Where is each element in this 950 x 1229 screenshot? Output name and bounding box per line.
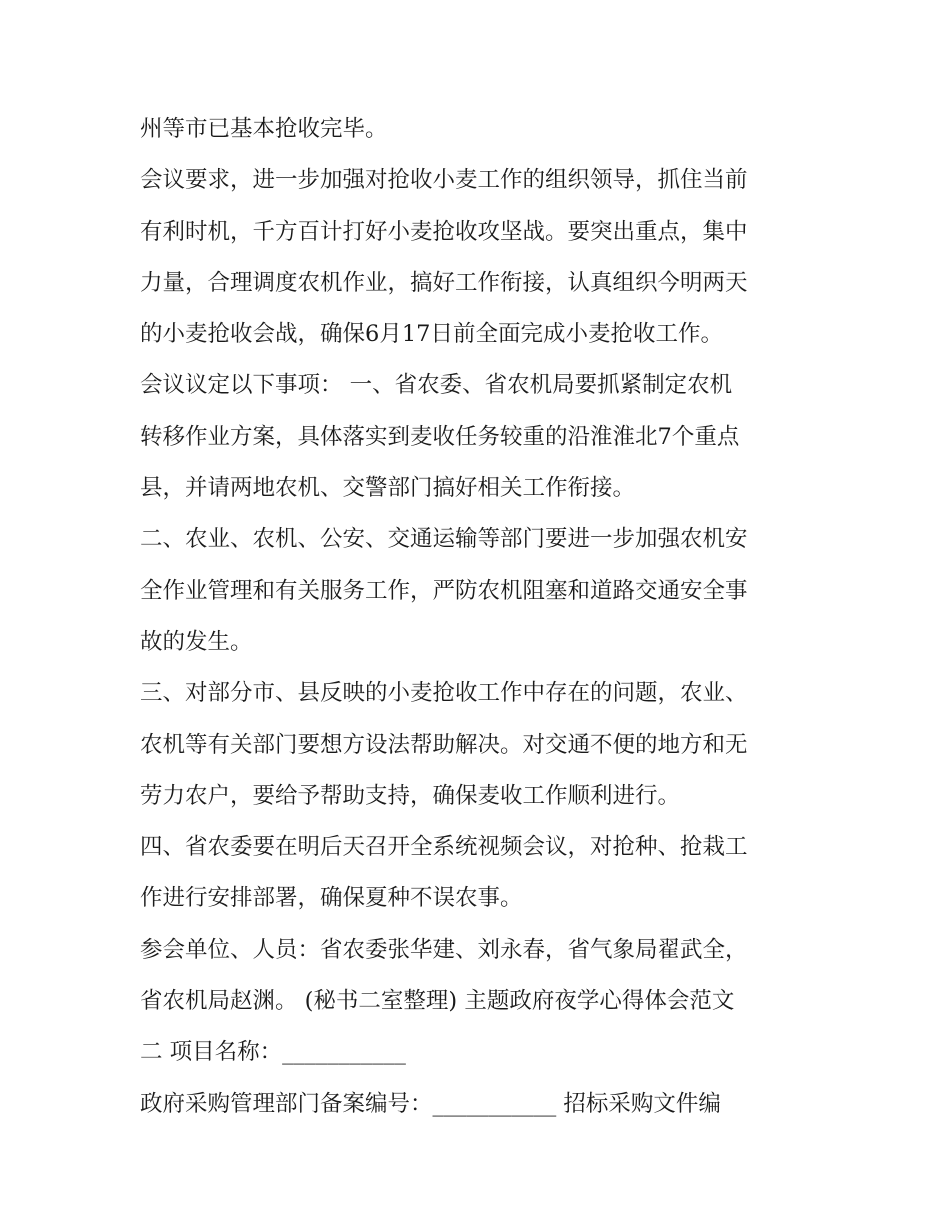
text-line: 政府采购管理部门备案编号：___________ 招标采购文件编 [140,1090,721,1117]
text-line: 故的发生。 [140,628,253,655]
text-line: 二、农业、农机、公安、交通运输等部门要进一步加强农机安 [140,526,748,553]
document-body [140,104,820,1130]
text-line: 州等市已基本抢收完毕。 [140,116,388,142]
text-line: 力量，合理调度农机作业，搞好工作衔接，认真组织今明两天 [140,269,748,296]
text-line: 省农机局赵渊。 (秘书二室整理) 主题政府夜学心得体会范文 [140,988,735,1015]
text-line: 有利时机，千方百计打好小麦抢收攻坚战。要突出重点，集中 [140,218,748,245]
text-line: 的小麦抢收会战，确保6月17日前全面完成小麦抢收工作。 [140,321,723,348]
text-line: 会议议定以下事项： 一、省农委、省农机局要抓紧制定农机 [140,372,733,399]
text-line: 农机等有关部门要想方设法帮助解决。对交通不便的地方和无 [140,731,748,758]
text-line: 转移作业方案，具体落实到麦收任务较重的沿淮淮北7个重点 [140,423,740,450]
text-line: 县，并请两地农机、交警部门搞好相关工作衔接。 [140,475,636,502]
text-line: 会议要求，进一步加强对抢收小麦工作的组织领导，抓住当前 [140,167,748,194]
text-line: 劳力农户，要给予帮助支持，确保麦收工作顺利进行。 [140,782,681,809]
text-line: 作进行安排部署，确保夏种不误农事。 [140,885,523,912]
text-line: 全作业管理和有关服务工作，严防农机阻塞和道路交通安全事 [140,577,748,604]
text-line: 二 项目名称：___________ [140,1039,406,1066]
text-line: 参会单位、人员：省农委张华建、刘永春，省气象局翟武全， [140,936,748,963]
text-line: 三、对部分市、县反映的小麦抢收工作中存在的问题，农业、 [140,680,748,707]
text-line: 四、省农委要在明后天召开全系统视频会议，对抢种、抢栽工 [140,834,748,861]
